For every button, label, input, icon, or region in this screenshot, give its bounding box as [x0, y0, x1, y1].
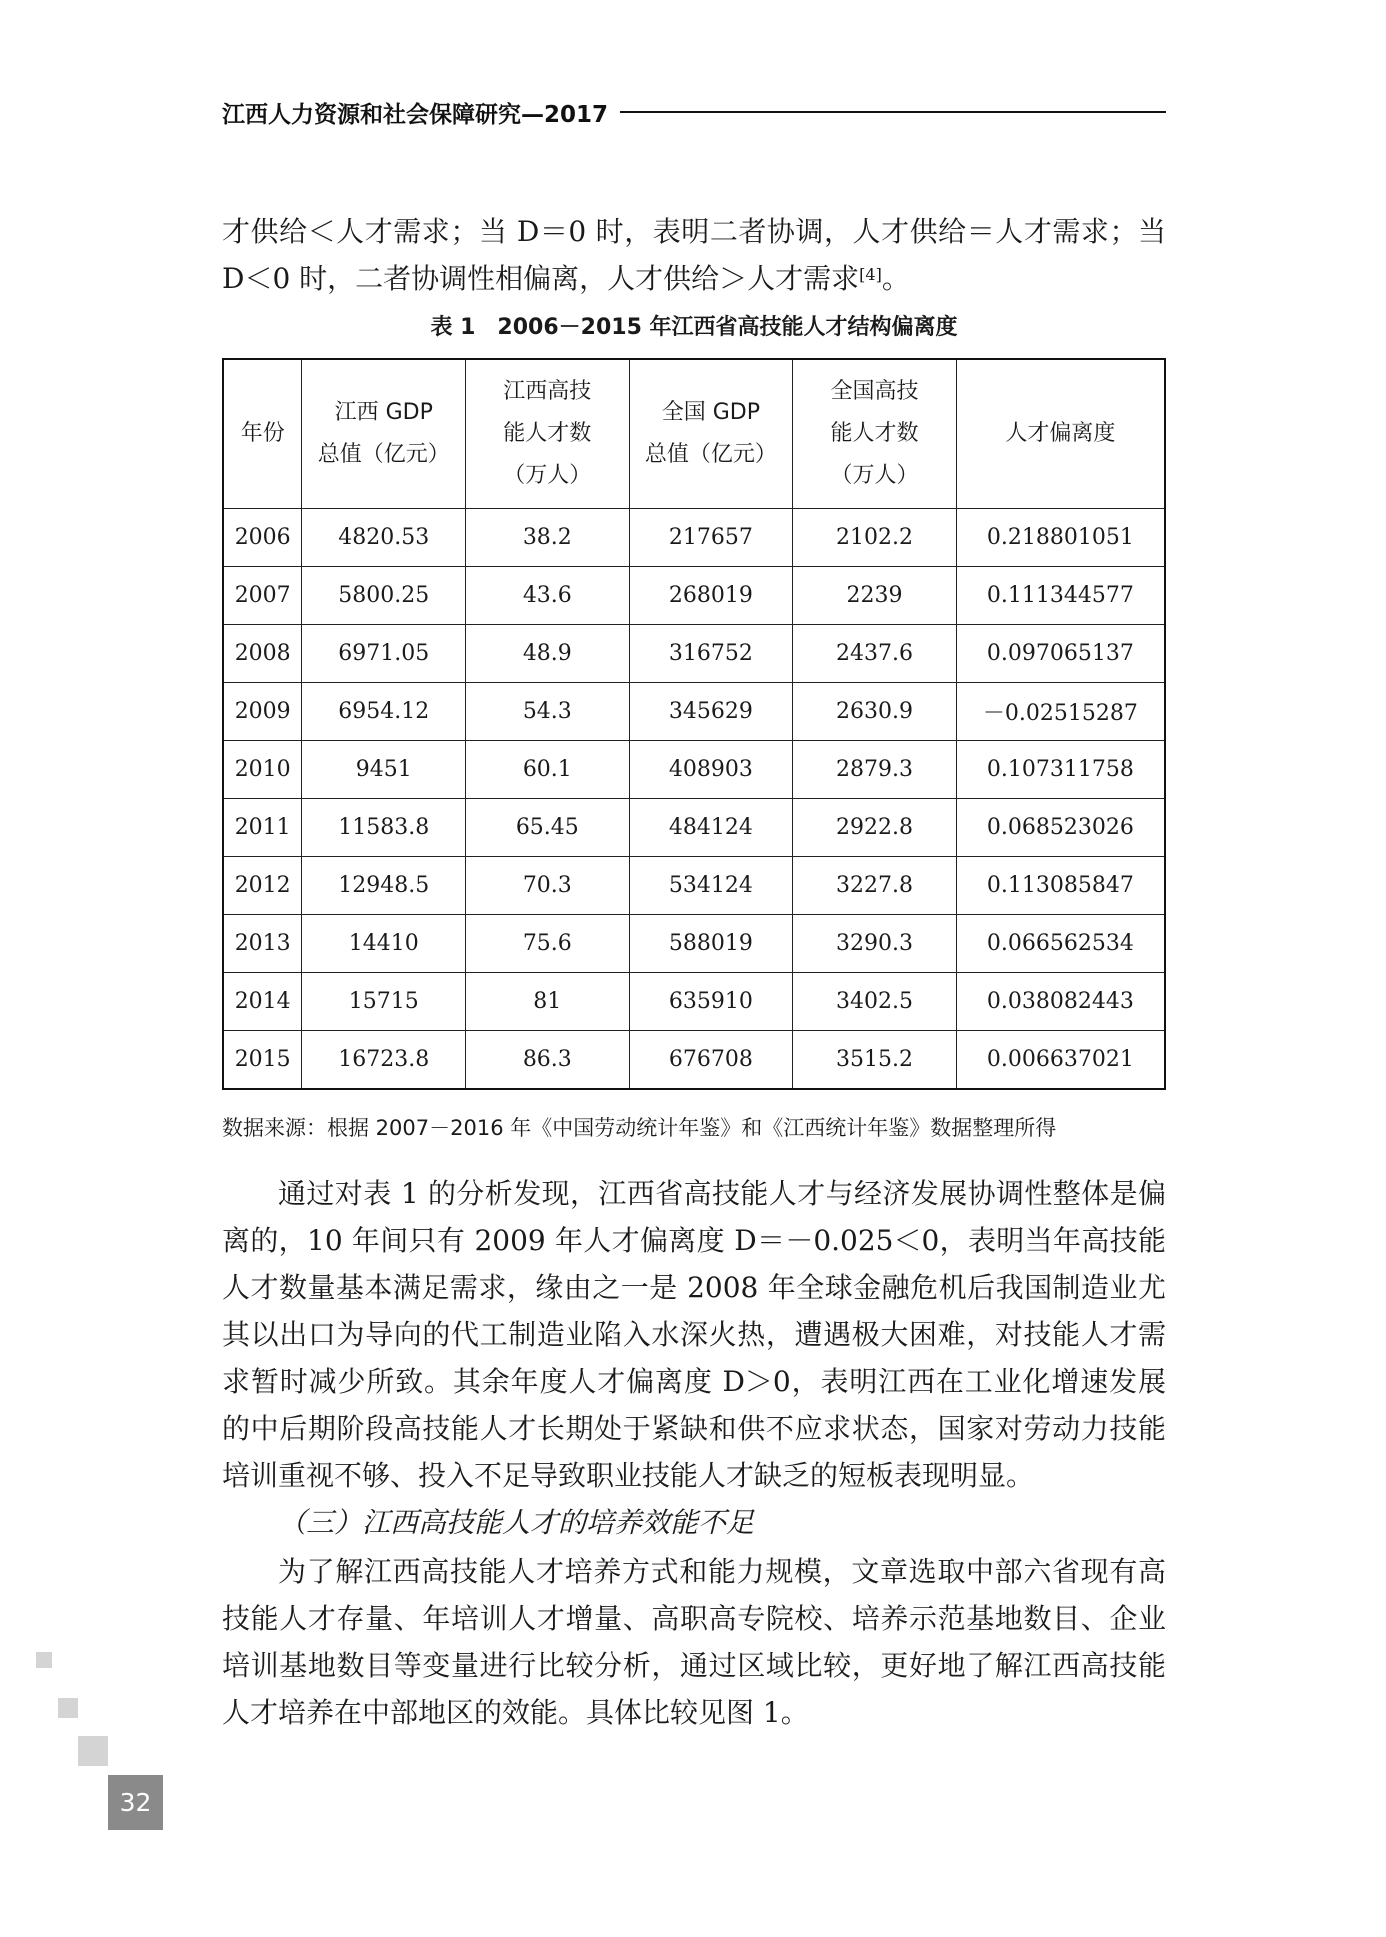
table-cell: 86.3: [466, 1031, 630, 1090]
table-cell: 2013: [223, 915, 302, 973]
table-cell: 2014: [223, 973, 302, 1031]
table-cell: 3290.3: [793, 915, 957, 973]
table-caption: 表 1 2006－2015 年江西省高技能人才结构偏离度: [430, 315, 958, 340]
table-cell: 54.3: [466, 683, 630, 741]
table-cell: 0.066562534: [956, 915, 1165, 973]
column-header: 人才偏离度: [956, 359, 1165, 509]
table-cell: 534124: [629, 857, 793, 915]
table-row: [223, 625, 1165, 683]
table-row: [223, 799, 1165, 857]
table-cell: 2879.3: [793, 741, 957, 799]
journal-title: 江西人力资源和社会保障研究—2017: [222, 101, 609, 128]
table-cell: 2239: [793, 567, 957, 625]
table-cell: 2008: [223, 625, 302, 683]
table-cell: 0.218801051: [956, 509, 1165, 567]
header-rule: [620, 111, 1166, 113]
table-cell: 0.113085847: [956, 857, 1165, 915]
table-cell: 2007: [223, 567, 302, 625]
intro-paragraph: [222, 208, 1166, 302]
table-cell: 38.2: [466, 509, 630, 567]
table-cell: 48.9: [466, 625, 630, 683]
column-header: 年份: [223, 359, 302, 509]
table-cell: 43.6: [466, 567, 630, 625]
table-cell: 70.3: [466, 857, 630, 915]
table-cell: 16723.8: [302, 1031, 466, 1090]
column-header: 江西 GDP 总值（亿元）: [302, 359, 466, 509]
table-cell: 6954.12: [302, 683, 466, 741]
table-row: [223, 915, 1165, 973]
analysis-paragraph: 通过对表 1 的分析发现，江西省高技能人才与经济发展协调性整体是偏离的，10 年间只有 2009 年人才偏离度 D＝－0.025＜0，表明当年高技能人才数量基本满足需求，缘由之一是 2008 年全球金融危机后我国制造业尤其以出口为导向的代工制造业陷入水深火热，遭遇极大困难，对技能人才需求暂时减少所致。其余年度人才偏离度 D＞0，表明江西在工业化增速发展的中后期阶段高技能人才长期处于紧缺和供不应求状态，国家对劳动力技能培训重视不够、投入不足导致职业技能人才缺乏的短板表现明显。: [222, 1177, 1166, 1492]
table-cell: 0.097065137: [956, 625, 1165, 683]
table-cell: 12948.5: [302, 857, 466, 915]
table-cell: 3227.8: [793, 857, 957, 915]
table-cell: 2922.8: [793, 799, 957, 857]
table-cell: 676708: [629, 1031, 793, 1090]
table-cell: 5800.25: [302, 567, 466, 625]
table-cell: 2009: [223, 683, 302, 741]
intro-text: 才供给＜人才需求；当 D＝0 时，表明二者协调，人才供给＝人才需求；当 D＜0 时，二者协调性相偏离，人才供给＞人才需求: [222, 215, 1166, 295]
table-cell: 15715: [302, 973, 466, 1031]
table-cell: 0.111344577: [956, 567, 1165, 625]
table-cell: 484124: [629, 799, 793, 857]
table-row: [223, 509, 1165, 567]
table-cell: 2011: [223, 799, 302, 857]
column-header: 全国 GDP 总值（亿元）: [629, 359, 793, 509]
intro-end: 。: [881, 262, 910, 295]
table-cell: 9451: [302, 741, 466, 799]
table-cell: 4820.53: [302, 509, 466, 567]
column-header: 全国高技 能人才数 （万人）: [793, 359, 957, 509]
table-cell: 75.6: [466, 915, 630, 973]
table-cell: 3515.2: [793, 1031, 957, 1090]
table-row: [223, 567, 1165, 625]
data-source-note: 数据来源：根据 2007－2016 年《中国劳动统计年鉴》和《江西统计年鉴》数据整理所得: [222, 1116, 1057, 1140]
decor-square-2: [58, 1698, 78, 1718]
page-number: 32: [108, 1775, 163, 1830]
table-cell: 268019: [629, 567, 793, 625]
table-cell: 2630.9: [793, 683, 957, 741]
training-paragraph: 为了解江西高技能人才培养方式和能力规模，文章选取中部六省现有高技能人才存量、年培训人才增量、高职高专院校、培养示范基地数目、企业培训基地数目等变量进行比较分析，通过区域比较，更好地了解江西高技能人才培养在中部地区的效能。具体比较见图 1。: [222, 1555, 1166, 1729]
table-cell: 11583.8: [302, 799, 466, 857]
table-cell: 2015: [223, 1031, 302, 1090]
table-cell: 588019: [629, 915, 793, 973]
table-cell: 2102.2: [793, 509, 957, 567]
table-row: [223, 973, 1165, 1031]
column-header: 江西高技 能人才数 （万人）: [466, 359, 630, 509]
table-cell: 0.006637021: [956, 1031, 1165, 1090]
table-cell: 0.038082443: [956, 973, 1165, 1031]
table-row: [223, 683, 1165, 741]
table-cell: 316752: [629, 625, 793, 683]
table-row: [223, 741, 1165, 799]
table-cell: 2006: [223, 509, 302, 567]
table-row: [223, 857, 1165, 915]
citation-4: [4]: [859, 265, 882, 284]
table-body: [223, 509, 1165, 1090]
table-cell: 3402.5: [793, 973, 957, 1031]
table-cell: 345629: [629, 683, 793, 741]
table-header-row: [223, 359, 1165, 509]
table-cell: 0.107311758: [956, 741, 1165, 799]
table-cell: 408903: [629, 741, 793, 799]
table-cell: 2012: [223, 857, 302, 915]
table-cell: 65.45: [466, 799, 630, 857]
section-heading: （三）江西高技能人才的培养效能不足: [278, 1506, 755, 1539]
table-cell: 0.068523026: [956, 799, 1165, 857]
table-row: [223, 1031, 1165, 1090]
table-cell: 14410: [302, 915, 466, 973]
table-cell: 635910: [629, 973, 793, 1031]
decor-square-3: [78, 1736, 108, 1766]
table-cell: 2437.6: [793, 625, 957, 683]
table-cell: 217657: [629, 509, 793, 567]
deviation-table: [222, 358, 1166, 1090]
table-cell: －0.02515287: [956, 683, 1165, 741]
table-cell: 60.1: [466, 741, 630, 799]
table-cell: 6971.05: [302, 625, 466, 683]
decor-square-1: [36, 1652, 52, 1668]
running-header: [222, 92, 1166, 132]
table-cell: 81: [466, 973, 630, 1031]
table-cell: 2010: [223, 741, 302, 799]
